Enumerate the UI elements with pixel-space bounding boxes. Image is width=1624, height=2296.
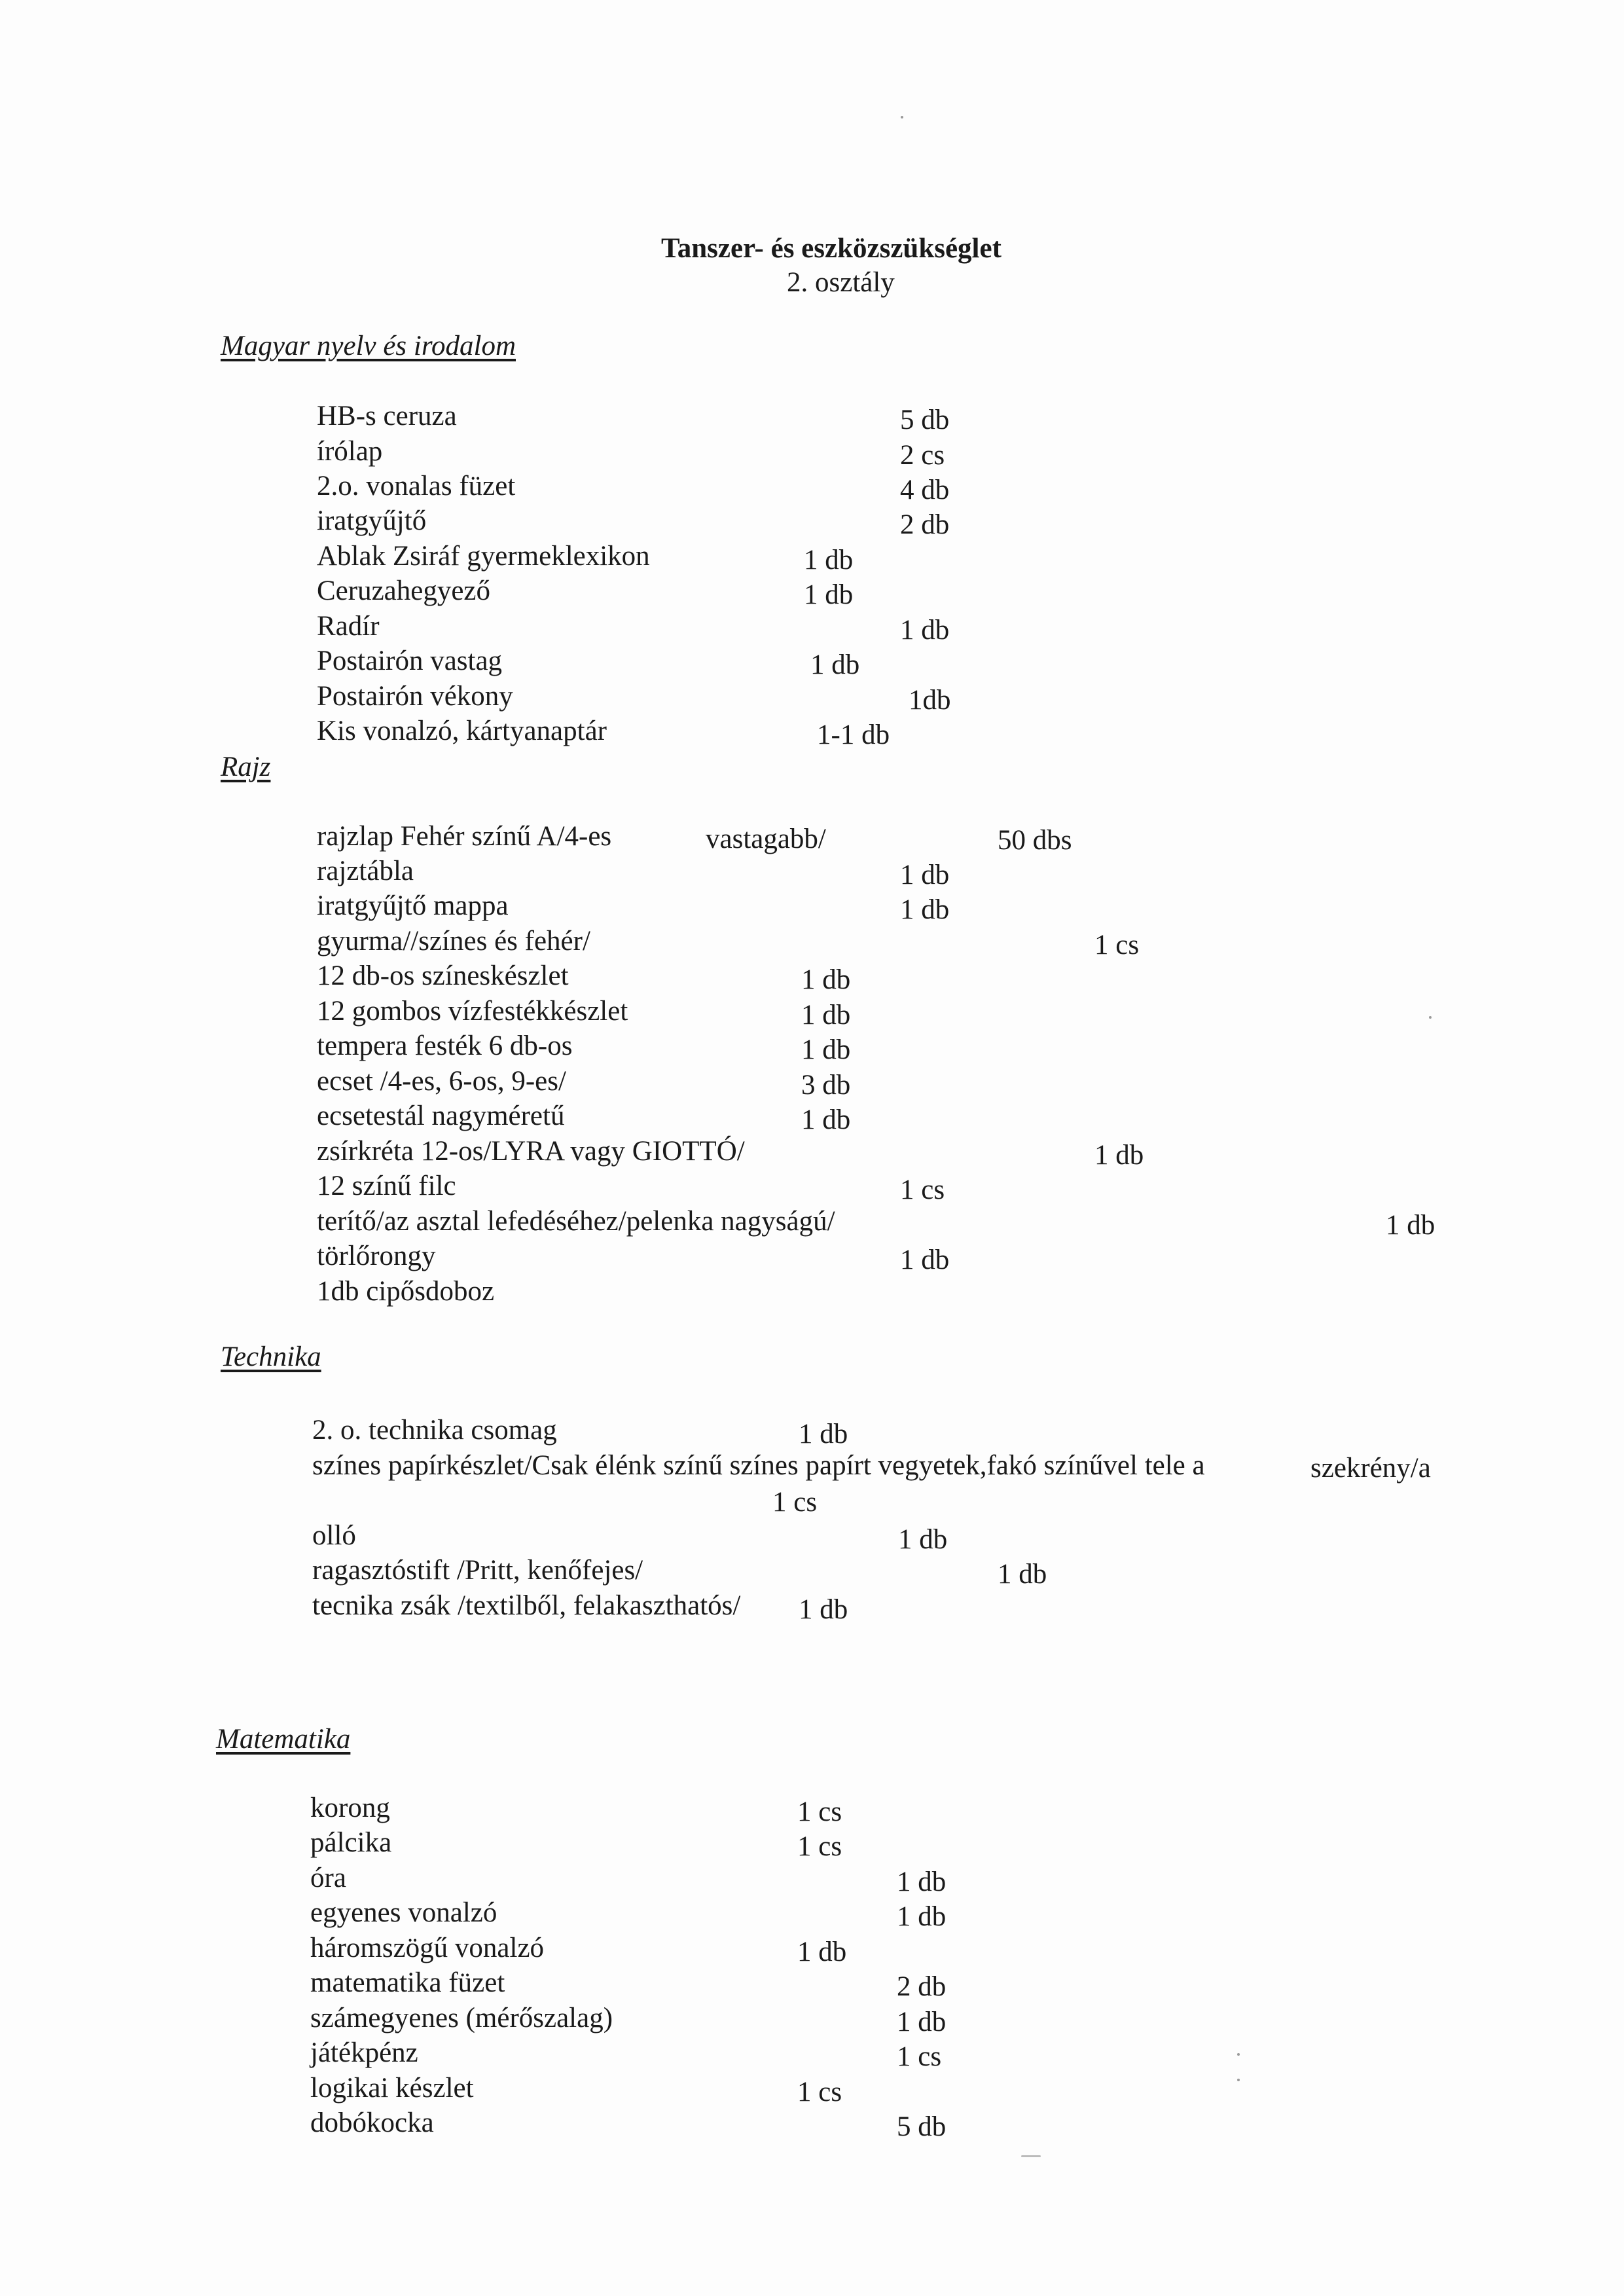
item-name: Postairón vékony [317, 681, 513, 712]
item-qty: 1 db [1386, 1210, 1435, 1241]
item-qty: 1 db [900, 860, 950, 890]
item-qty: 1 db [900, 894, 950, 925]
item-name: óra [310, 1863, 346, 1893]
item-qty: 4 db [900, 475, 950, 505]
item-qty: 2 db [897, 1971, 947, 2002]
item-name: 12 gombos vízfestékkészlet [317, 996, 628, 1027]
item-name: korong [310, 1793, 390, 1823]
item-name: 12 db-os színeskészlet [317, 960, 569, 991]
item-qty: 1 db [797, 1937, 847, 1967]
item-qty: 2 db [900, 509, 950, 540]
item-name: logikai készlet [310, 2073, 474, 2104]
item-qty: 50 dbs [998, 825, 1072, 856]
document-subtitle: 2. osztály [787, 267, 895, 298]
item-name: gyurma//színes és fehér/ [317, 926, 590, 957]
item-qty: 1 db [804, 545, 854, 575]
item-extra: szekrény/a [1310, 1453, 1431, 1484]
item-name: Ablak Zsiráf gyermeklexikon [317, 541, 650, 572]
item-name: írólap [317, 436, 383, 467]
item-name: ecset /4-es, 6-os, 9-es/ [317, 1066, 566, 1097]
item-qty: 1 db [998, 1559, 1047, 1590]
item-qty: 1 db [897, 1867, 947, 1897]
item-name: rajztábla [317, 856, 414, 886]
item-name: pálcika [310, 1827, 392, 1858]
item-name: 1db cipősdoboz [317, 1276, 495, 1307]
document-title: Tanszer- és eszközszükséglet [661, 233, 1001, 264]
item-name: 2.o. vonalas füzet [317, 471, 516, 501]
section-heading-rajz: Rajz [221, 752, 271, 782]
section-heading-technika: Technika [221, 1341, 321, 1372]
item-qty: 1 db [900, 615, 950, 646]
item-name: tempera festék 6 db-os [317, 1030, 573, 1061]
scan-speck [1237, 2079, 1240, 2081]
item-name: dobókocka [310, 2107, 434, 2138]
item-qty: 1 cs [772, 1487, 818, 1518]
item-qty: 1 db [799, 1594, 848, 1625]
item-qty: 1 db [898, 1524, 948, 1555]
item-name: színes papírkészlet/Csak élénk színű színes papírt vegyetek,fakó színűvel tele a [312, 1450, 1205, 1481]
item-qty: 1 cs [1094, 930, 1140, 960]
item-name: egyenes vonalzó [310, 1897, 497, 1928]
item-name: rajzlap Fehér színű A/4-es [317, 821, 612, 852]
scan-speck [1021, 2155, 1041, 2157]
item-name: HB-s ceruza [317, 401, 457, 431]
item-qty: 1 db [801, 1034, 851, 1065]
item-name: terítő/az asztal lefedéséhez/pelenka nagyságú/ [317, 1206, 835, 1237]
item-name: tecnika zsák /textilből, felakaszthatós/ [312, 1590, 741, 1621]
item-name: olló [312, 1520, 356, 1551]
item-qty: 1 db [799, 1419, 848, 1449]
item-qty: 1 cs [797, 1796, 842, 1827]
item-name: Radír [317, 611, 380, 642]
section-heading-matematika: Matematika [216, 1724, 351, 1755]
item-extra: vastagabb/ [706, 824, 826, 854]
item-qty: 1 db [804, 579, 854, 610]
item-qty: 1 db [897, 2007, 947, 2037]
item-qty: 5 db [897, 2111, 947, 2142]
item-name: játékpénz [310, 2037, 418, 2068]
item-name: Postairón vastag [317, 646, 503, 676]
item-name: iratgyűjtő [317, 505, 427, 536]
item-name: ecsetestál nagyméretű [317, 1101, 565, 1131]
item-qty: 1db [909, 685, 951, 716]
item-name: ragasztóstift /Pritt, kenőfejes/ [312, 1555, 643, 1586]
item-qty: 1 cs [797, 1831, 842, 1862]
item-name: iratgyűjtő mappa [317, 890, 509, 921]
scan-speck [1237, 2053, 1240, 2056]
item-qty: 1 cs [900, 1175, 945, 1205]
item-qty: 1 db [1094, 1140, 1144, 1171]
item-name: 12 színű filc [317, 1171, 456, 1201]
item-qty: 2 cs [900, 440, 945, 471]
item-qty: 5 db [900, 405, 950, 435]
section-heading-magyar: Magyar nyelv és irodalom [221, 331, 516, 361]
item-name: számegyenes (mérőszalag) [310, 2003, 613, 2033]
item-name: Kis vonalzó, kártyanaptár [317, 716, 607, 746]
item-qty: 1 db [810, 649, 860, 680]
scan-speck [901, 116, 903, 118]
item-qty: 1-1 db [817, 720, 890, 750]
item-qty: 3 db [801, 1070, 851, 1101]
item-qty: 1 db [801, 1104, 851, 1135]
item-name: zsírkréta 12-os/LYRA vagy GIOTTÓ/ [317, 1136, 745, 1167]
item-qty: 1 db [897, 1901, 947, 1932]
item-qty: 1 db [801, 964, 851, 995]
scan-speck [1429, 1016, 1432, 1019]
item-name: háromszögű vonalzó [310, 1933, 545, 1963]
item-name: törlőrongy [317, 1241, 436, 1271]
item-name: 2. o. technika csomag [312, 1415, 557, 1446]
item-name: matematika füzet [310, 1967, 505, 1998]
item-qty: 1 cs [897, 2041, 942, 2072]
item-name: Ceruzahegyező [317, 575, 491, 606]
item-qty: 1 db [900, 1245, 950, 1275]
item-qty: 1 cs [797, 2077, 842, 2107]
item-qty: 1 db [801, 1000, 851, 1030]
